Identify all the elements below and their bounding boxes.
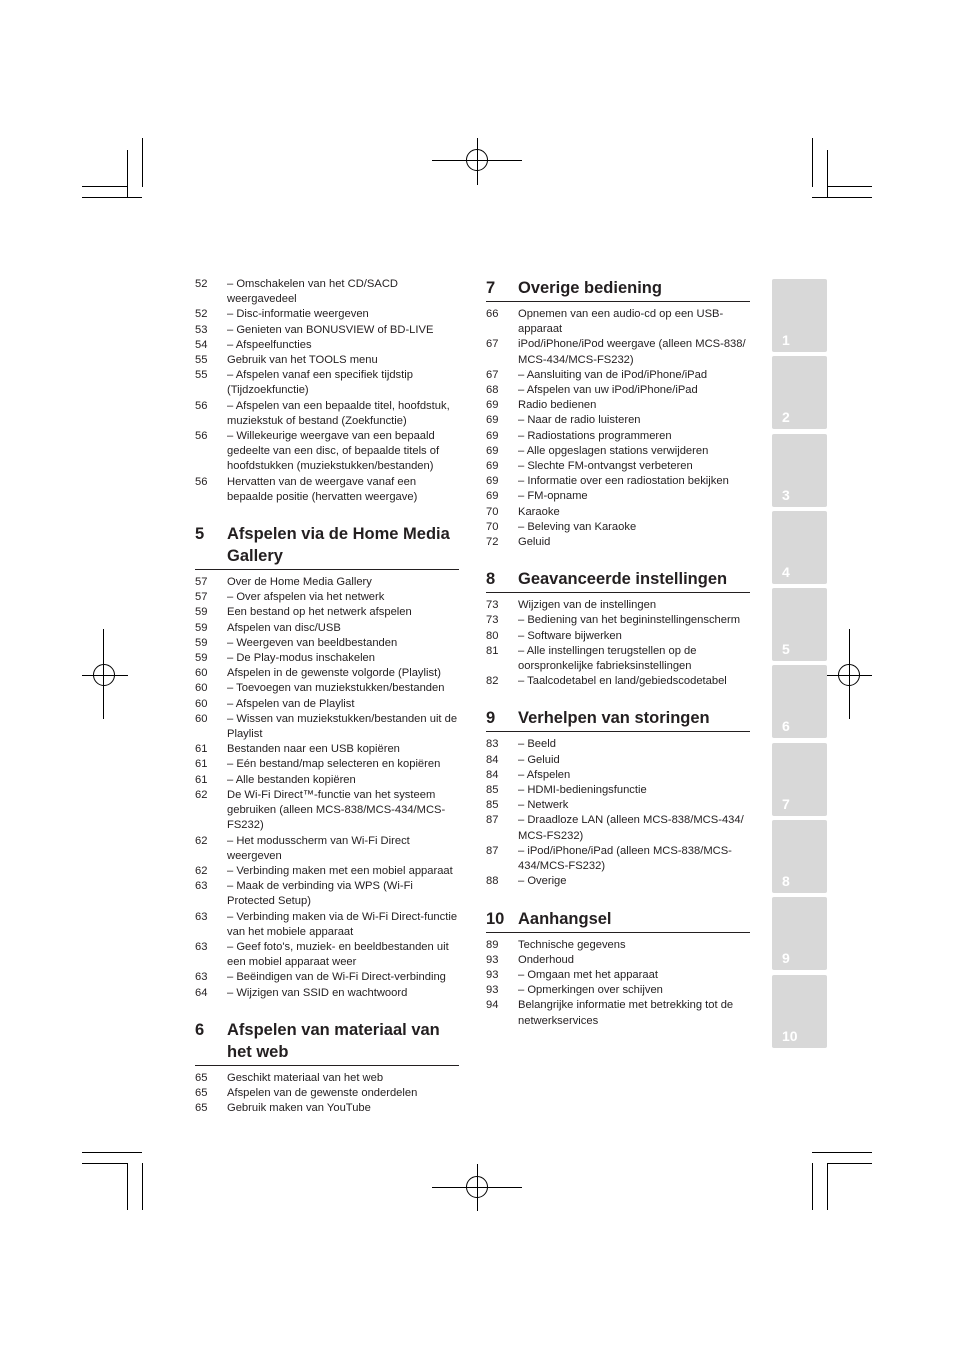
chapter-tabs	[772, 279, 827, 1052]
toc-entry-text: – Genieten van BONUSVIEW of BD-LIVE	[227, 323, 434, 336]
chapter-tab-label: 1	[782, 332, 790, 348]
toc-page-number: 62	[195, 864, 208, 877]
toc-page-number: 69	[486, 475, 499, 488]
section-title: Afspelen via de Home Media Gallery	[227, 525, 450, 566]
chapter-tab-label: 6	[782, 718, 790, 735]
toc-page-number: 93	[486, 968, 499, 981]
toc-page-number: 70	[486, 520, 499, 533]
toc-entry[interactable]	[486, 520, 750, 535]
toc-page-number: 84	[486, 753, 499, 766]
toc-entry[interactable]	[195, 773, 459, 788]
toc-entry-text: – Software bijwerken	[518, 629, 622, 642]
toc-entry-text: – Omgaan met het apparaat	[518, 968, 658, 981]
toc-entry-text: – Disc-informatie weergeven	[227, 308, 369, 321]
toc-entry[interactable]	[195, 1071, 459, 1086]
toc-entry[interactable]	[195, 834, 459, 864]
toc-entry[interactable]	[486, 674, 750, 689]
toc-entry-text: De Wi-Fi Direct™-functie van het systeem gebruiken (alleen MCS-838/MCS-434/MCS-FS232)	[227, 788, 446, 832]
toc-page-number: 81	[486, 644, 499, 657]
toc-entry-text: – Afspelen van uw iPod/iPhone/iPad	[518, 384, 698, 397]
toc-entry-text: Karaoke	[518, 505, 560, 518]
toc-page-number: 69	[486, 399, 499, 412]
toc-page-number: 70	[486, 505, 499, 518]
toc-page-number: 89	[486, 938, 499, 951]
toc-page-number: 85	[486, 799, 499, 812]
chapter-tab-label: 9	[782, 950, 790, 967]
chapter-tab-label: 2	[782, 409, 790, 426]
toc-entry-text: – HDMI-bedieningsfunctie	[518, 784, 647, 797]
toc-entry[interactable]	[486, 753, 750, 768]
toc-page-number: 60	[195, 682, 208, 695]
chapter-tab[interactable]	[772, 665, 827, 738]
toc-entry[interactable]	[486, 874, 750, 889]
toc-entry[interactable]	[195, 307, 459, 322]
toc-page-number: 73	[486, 614, 499, 627]
toc-entry[interactable]	[195, 575, 459, 590]
toc-page-number: 62	[195, 834, 208, 847]
section-heading[interactable]	[486, 568, 750, 593]
toc-page-number: 63	[195, 910, 208, 923]
toc-entry[interactable]	[486, 598, 750, 613]
toc-entry[interactable]	[195, 757, 459, 772]
toc-entry[interactable]	[195, 742, 459, 757]
toc-entry[interactable]	[486, 844, 750, 874]
toc-entry[interactable]	[195, 475, 459, 505]
toc-entry-text: – Opmerkingen over schijven	[518, 984, 663, 997]
toc-entry[interactable]	[195, 621, 459, 636]
toc-entry-text: Belangrijke informatie met betrekking tot de netwerkservices	[518, 999, 734, 1027]
toc-page-number: 60	[195, 712, 208, 725]
toc-entry-text: – Verbinding maken via de Wi-Fi Direct-functie van het mobiele apparaat	[227, 910, 458, 938]
toc-entry-text: – Beëindigen van de Wi-Fi Direct-verbinding	[227, 971, 446, 984]
section-number: 9	[486, 709, 496, 728]
toc-entry-text: – Wijzigen van SSID en wachtwoord	[227, 986, 408, 999]
chapter-tab[interactable]	[772, 588, 827, 661]
toc-entry-text: – Taalcodetabel en land/gebiedscodetabel	[518, 675, 727, 688]
toc-entry-text: – Slechte FM-ontvangst verbeteren	[518, 460, 693, 473]
toc-page-number: 60	[195, 697, 208, 710]
toc-entry[interactable]	[195, 323, 459, 338]
toc-page-number: 56	[195, 430, 208, 443]
toc-entry-text: Wijzigen van de instellingen	[518, 599, 657, 612]
toc-entry[interactable]	[486, 307, 750, 337]
toc-entry[interactable]	[486, 968, 750, 983]
chapter-tab[interactable]	[772, 356, 827, 429]
toc-entry-text: – Draadloze LAN (alleen MCS-838/MCS-434/ MCS-FS232)	[518, 814, 744, 842]
toc-entry[interactable]	[195, 788, 459, 834]
section-heading[interactable]	[486, 908, 750, 933]
toc-entry[interactable]	[195, 636, 459, 651]
toc-entry[interactable]	[486, 505, 750, 520]
chapter-tab-label: 8	[782, 873, 790, 890]
section-number: 6	[195, 1020, 205, 1039]
chapter-tab[interactable]	[772, 434, 827, 507]
toc-entry-text: – Wissen van muziekstukken/bestanden uit de Playlist	[227, 712, 458, 741]
toc-page-number: 62	[195, 788, 208, 801]
toc-entry[interactable]	[486, 489, 750, 504]
toc-page-number: 57	[195, 576, 208, 589]
toc-entry-text: – Afspelen vanaf een specifiek tijdstip (Tijdzoekfunctie)	[227, 369, 413, 397]
toc-entry[interactable]	[195, 986, 459, 1001]
toc-entry-text: – Radiostations programmeren	[518, 429, 672, 442]
toc-entry-text: – Alle instellingen terugstellen op de oorspronkelijke fabrieksinstellingen	[518, 644, 697, 673]
toc-entry-text: Onderhoud	[518, 953, 574, 966]
toc-page-number: 54	[195, 338, 208, 351]
chapter-tab-label: 5	[782, 641, 790, 658]
toc-entry-text: – Aansluiting van de iPod/iPhone/iPad	[518, 368, 708, 381]
section-title: Aanhangsel	[518, 909, 612, 928]
toc-entry[interactable]	[486, 798, 750, 813]
toc-entry-text: – Overige	[518, 875, 567, 888]
toc-page-number: 94	[486, 999, 499, 1012]
section-heading[interactable]	[486, 277, 750, 302]
chapter-tab-label: 4	[782, 563, 790, 580]
toc-entry[interactable]	[195, 651, 459, 666]
toc-entry-text: – Informatie over een radiostation bekijken	[518, 475, 729, 488]
toc-left-column	[195, 277, 459, 1116]
toc-entry[interactable]	[486, 474, 750, 489]
toc-entry[interactable]	[195, 368, 459, 398]
toc-entry-text: Geschikt materiaal van het web	[227, 1071, 384, 1084]
toc-page-number: 80	[486, 629, 499, 642]
toc-entry-text: – Beleving van Karaoke	[518, 520, 637, 533]
chapter-tab-label: 7	[782, 795, 790, 812]
chapter-tab-label: 10	[782, 1027, 798, 1044]
toc-page-number: 61	[195, 773, 208, 786]
section-number: 8	[486, 570, 496, 589]
chapter-tab[interactable]	[772, 511, 827, 584]
toc-entry[interactable]	[195, 399, 459, 429]
toc-entry-text: – Afspelen	[518, 768, 571, 781]
toc-page-number: 82	[486, 675, 499, 688]
toc-page-number: 65	[195, 1071, 208, 1084]
chapter-tab[interactable]	[772, 897, 827, 970]
toc-entry[interactable]	[486, 644, 750, 674]
toc-entry[interactable]	[195, 590, 459, 605]
toc-entry[interactable]	[486, 629, 750, 644]
toc-entry-text: Gebruik maken van YouTube	[227, 1102, 371, 1115]
section-heading[interactable]	[195, 1019, 459, 1066]
toc-entry-text: – Het modusscherm van Wi-Fi Direct weergeven	[227, 834, 410, 862]
toc-page-number: 63	[195, 880, 208, 893]
toc-entry[interactable]	[486, 998, 750, 1028]
section-title: Overige bediening	[518, 279, 662, 297]
toc-entry[interactable]	[195, 1086, 459, 1101]
toc-page-number: 60	[195, 667, 208, 680]
toc-entry-text: Afspelen van disc/USB	[227, 621, 341, 634]
toc-entry-text: – Toevoegen van muziekstukken/bestanden	[227, 682, 445, 695]
toc-entry[interactable]	[195, 879, 459, 909]
toc-entry[interactable]	[486, 368, 750, 383]
toc-entry-text: – Alle opgeslagen stations verwijderen	[518, 444, 709, 457]
section-title: Afspelen van materiaal van het web	[227, 1020, 440, 1061]
chapter-tab[interactable]	[772, 975, 827, 1048]
toc-entry-text: – De Play-modus inschakelen	[227, 652, 375, 665]
chapter-tab[interactable]	[772, 743, 827, 816]
toc-entry-text: Een bestand op het netwerk afspelen	[227, 606, 412, 619]
toc-entry[interactable]	[195, 681, 459, 696]
toc-page-number: 93	[486, 953, 499, 966]
toc-page-number: 66	[486, 308, 499, 320]
toc-entry-text: Technische gegevens	[518, 938, 626, 951]
toc-page-number: 69	[486, 429, 499, 442]
toc-entry[interactable]	[195, 712, 459, 742]
chapter-tab-label: 3	[782, 486, 790, 503]
toc-entry[interactable]	[486, 938, 750, 953]
toc-entry-text: – Geef foto's, muziek- en beeldbestanden uit een mobiel apparaat weer	[227, 940, 449, 969]
toc-entry-text: – FM-opname	[518, 490, 588, 503]
toc-entry[interactable]	[195, 353, 459, 368]
toc-entry[interactable]	[195, 864, 459, 879]
toc-entry[interactable]	[486, 383, 750, 398]
toc-entry-text: Bestanden naar een USB kopiëren	[227, 743, 400, 756]
toc-page-number: 56	[195, 475, 208, 488]
toc-entry[interactable]	[486, 813, 750, 843]
toc-page-number: 69	[486, 490, 499, 503]
toc-entry-text: – iPod/iPhone/iPad (alleen MCS-838/MCS-434/MCS-FS232)	[518, 844, 732, 873]
section-heading[interactable]	[195, 523, 459, 570]
section-title: Verhelpen van storingen	[518, 709, 710, 728]
toc-page-number: 93	[486, 984, 499, 997]
toc-page-number: 69	[486, 460, 499, 473]
toc-page-number: 59	[195, 621, 208, 634]
toc-entry-text: – Naar de radio luisteren	[518, 414, 641, 427]
toc-entry-text: – Afspelen van een bepaalde titel, hoofdstuk, muziekstuk of bestand (Zoekfunctie)	[227, 399, 450, 427]
toc-entry[interactable]	[486, 429, 750, 444]
toc-entry-text: iPod/iPhone/iPod weergave (alleen MCS-838/ MCS-434/MCS-FS232)	[518, 338, 746, 366]
section-title: Geavanceerde instellingen	[518, 570, 728, 589]
toc-entry[interactable]	[486, 983, 750, 998]
toc-entry[interactable]	[486, 459, 750, 474]
toc-page-number: 87	[486, 844, 499, 857]
toc-page-number: 64	[195, 986, 208, 999]
toc-page-number: 88	[486, 875, 499, 888]
toc-page-number: 65	[195, 1086, 208, 1099]
toc-entry-text: – Weergeven van beeldbestanden	[227, 636, 398, 649]
toc-entry-text: – Willekeurige weergave van een bepaald gedeelte van een disc, of bepaalde titels of hoofdstukken (muziekstukken/bestanden)	[227, 430, 440, 473]
toc-entry[interactable]	[486, 413, 750, 428]
toc-entry[interactable]	[486, 444, 750, 459]
toc-page-number: 84	[486, 768, 499, 781]
toc-page-number: 87	[486, 814, 499, 827]
section-number: 5	[195, 525, 205, 544]
toc-right-column	[486, 277, 750, 1029]
toc-entry[interactable]	[486, 768, 750, 783]
toc-entry-text: – Afspeelfuncties	[227, 338, 312, 351]
toc-page-number: 61	[195, 758, 208, 771]
toc-page-number: 67	[486, 368, 499, 381]
toc-page-number: 59	[195, 606, 208, 619]
toc-page-number: 59	[195, 636, 208, 649]
chapter-tab[interactable]	[772, 279, 827, 352]
toc-entry-text: – Beeld	[518, 738, 556, 751]
toc-entry[interactable]	[486, 398, 750, 413]
toc-entry[interactable]	[486, 783, 750, 798]
toc-entry-text: – Maak de verbinding via WPS (Wi-Fi Protected Setup)	[227, 880, 413, 908]
toc-entry[interactable]	[486, 737, 750, 752]
toc-page-number: 52	[195, 278, 208, 290]
toc-page-number: 55	[195, 369, 208, 382]
toc-entry-text: – Afspelen van de Playlist	[227, 697, 355, 710]
toc-entry-text: – Netwerk	[518, 799, 569, 812]
toc-page-number: 73	[486, 599, 499, 612]
toc-page-number: 55	[195, 354, 208, 367]
section-heading[interactable]	[486, 707, 750, 732]
toc-entry[interactable]	[486, 953, 750, 968]
toc-page-number: 69	[486, 414, 499, 427]
toc-page-number: 68	[486, 384, 499, 397]
toc-entry[interactable]	[486, 535, 750, 550]
toc-page-number: 83	[486, 738, 499, 751]
toc-page-number: 67	[486, 338, 499, 351]
toc-entry-text: – Over afspelen via het netwerk	[227, 591, 385, 604]
toc-entry[interactable]	[486, 613, 750, 628]
toc-page-number: 63	[195, 940, 208, 953]
section-number: 10	[486, 909, 505, 928]
toc-page-number: 52	[195, 308, 208, 321]
chapter-tab[interactable]	[772, 820, 827, 893]
toc-entry[interactable]	[195, 666, 459, 681]
toc-entry-text: Radio bedienen	[518, 399, 597, 412]
toc-page-number: 63	[195, 971, 208, 984]
toc-entry[interactable]	[195, 1101, 459, 1116]
toc-entry[interactable]	[195, 970, 459, 985]
toc-page-number: 65	[195, 1102, 208, 1115]
toc-entry-text: – Verbinding maken met een mobiel apparaat	[227, 864, 453, 877]
toc-page-number: 72	[486, 536, 499, 549]
toc-entry[interactable]	[195, 697, 459, 712]
toc-entry-text: – Eén bestand/map selecteren en kopiëren	[227, 758, 441, 771]
toc-page-number: 56	[195, 399, 208, 412]
toc-entry-text: Afspelen in de gewenste volgorde (Playlist)	[227, 667, 441, 680]
toc-entry-text: – Alle bestanden kopiëren	[227, 773, 356, 786]
toc-page-number: 61	[195, 743, 208, 756]
section-number: 7	[486, 279, 496, 297]
toc-entry[interactable]	[195, 940, 459, 970]
toc-entry-text: Geluid	[518, 536, 551, 549]
toc-entry-text: Afspelen van de gewenste onderdelen	[227, 1086, 418, 1099]
toc-entry[interactable]	[195, 910, 459, 940]
toc-entry[interactable]	[195, 429, 459, 475]
toc-entry-text: – Geluid	[518, 753, 560, 766]
toc-page-number: 69	[486, 444, 499, 457]
toc-page-number: 57	[195, 591, 208, 604]
toc-page-number: 59	[195, 652, 208, 665]
toc-entry[interactable]	[486, 337, 750, 367]
toc-entry-text: Gebruik van het TOOLS menu	[227, 354, 378, 367]
toc-entry-text: – Omschakelen van het CD/SACD weergavedeel	[227, 278, 398, 306]
toc-page-number: 53	[195, 323, 208, 336]
toc-entry-text: Hervatten van de weergave vanaf een bepaalde positie (hervatten weergave)	[227, 475, 418, 503]
toc-page-number: 85	[486, 784, 499, 797]
toc-entry-text: Opnemen van een audio-cd op een USB-apparaat	[518, 308, 724, 336]
toc-entry[interactable]	[195, 277, 459, 307]
toc-entry-text: Over de Home Media Gallery	[227, 576, 372, 589]
toc-entry[interactable]	[195, 338, 459, 353]
toc-entry[interactable]	[195, 605, 459, 620]
toc-entry-text: – Bediening van het begininstellingenscherm	[518, 614, 741, 627]
